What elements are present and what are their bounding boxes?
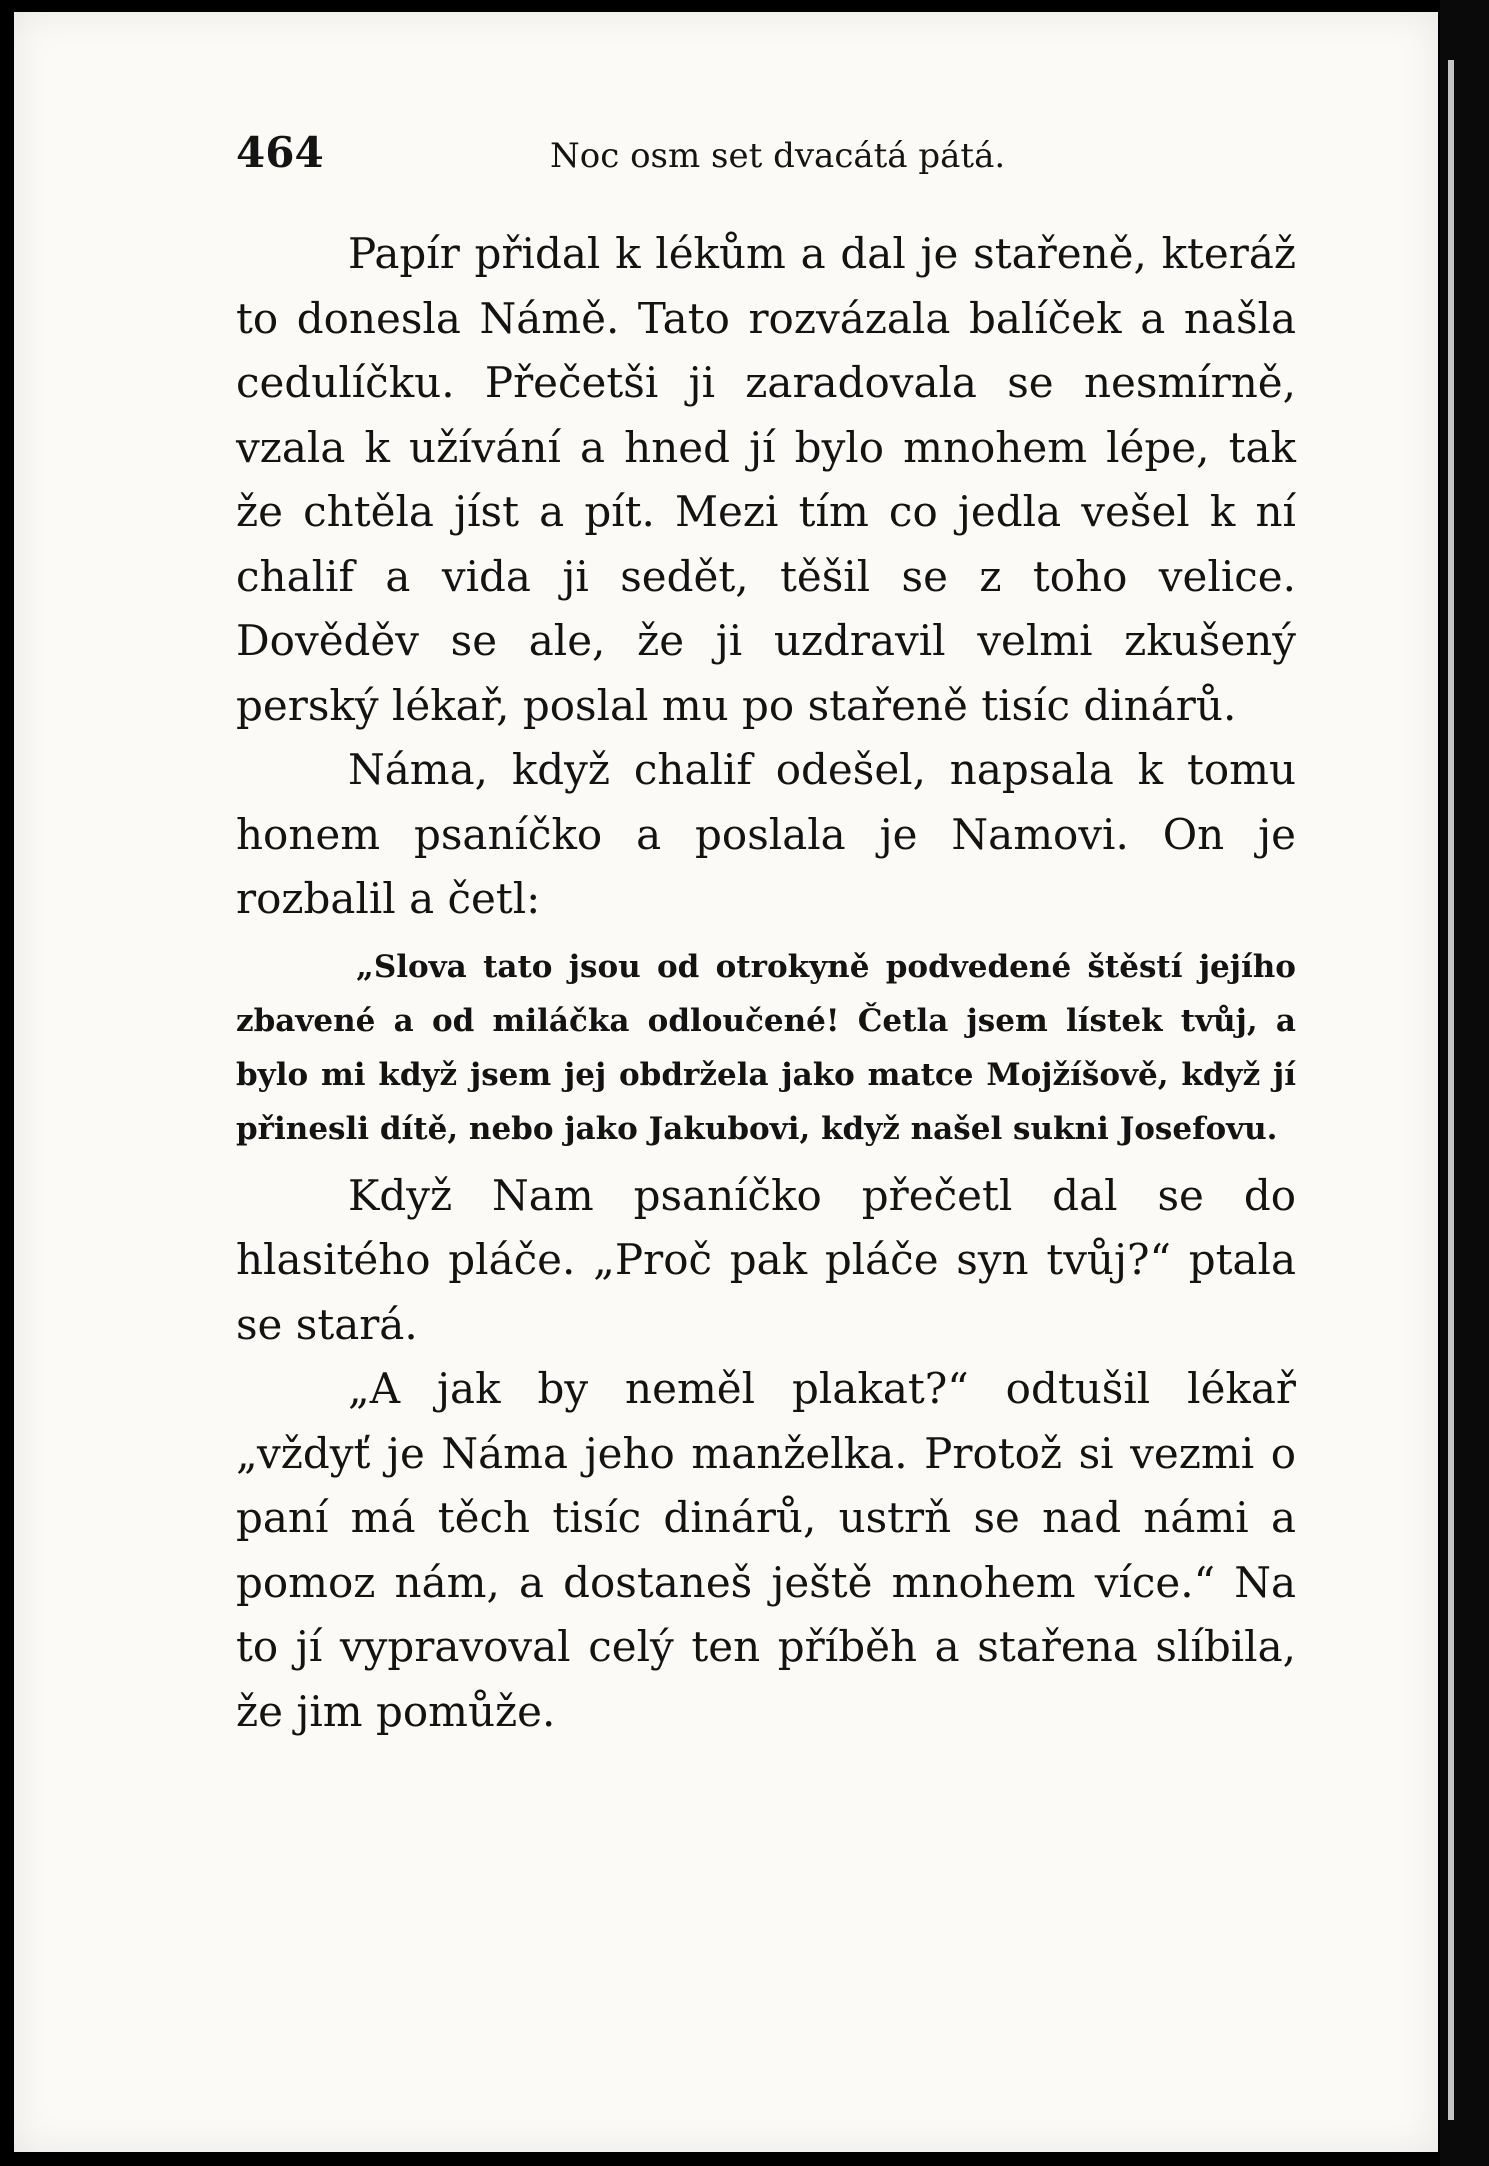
paragraph-4: „A jak by neměl plakat?“ odtušil lékař „vždyť je Náma jeho manželka. Protož si vezmi o paní má těch tisíc dinárů, ustrň se nad námi a pomoz nám, a dostaneš ještě mnohem více.“ Na to jí vypravoval celý ten příběh a stařena slíbila, že jim pomůže. bbox=[236, 1364, 1296, 1736]
body-text bbox=[236, 222, 1296, 1744]
running-title: Noc osm set dvacátá pátá. bbox=[550, 136, 1006, 176]
page-number: 464 bbox=[236, 128, 324, 177]
paragraph-3: Když Nam psaníčko přečetl dal se do hlasitého pláče. „Proč pak pláče syn tvůj?“ ptala se stará. bbox=[236, 1170, 1296, 1349]
letter-quote: „Slova tato jsou od otrokyně podvedené štěstí jejího zbavené a od miláčka odloučené! Četla jsem lístek tvůj, a bylo mi když jsem jej obdržela jako matce Mojžíšově, když jí přinesli dítě, nebo jako Jakubovi, když našel sukni Josefovu. bbox=[236, 948, 1296, 1147]
page-edge-line bbox=[1448, 60, 1454, 2120]
page-header bbox=[236, 128, 1296, 188]
paragraph-2: Náma, když chalif odešel, napsala k tomu honem psaníčko a poslala je Namovi. On je rozbalil a četl: bbox=[236, 745, 1296, 923]
paragraph-1: Papír přidal k lékům a dal je stařeně, kteráž to donesla Námě. Tato rozvázala balíček a našla cedulíčku. Přečetši ji zaradovala se nesmírně, vzala k užívání a hned jí bylo mnohem lépe, tak že chtěla jíst a pít. Mezi tím co jedla vešel k ní chalif a vida ji sedět, těšil se z toho velice. Dověděv se ale, že ji uzdravil velmi zkušený perský lékař, poslal mu po stařeně tisíc dinárů. bbox=[236, 229, 1296, 730]
